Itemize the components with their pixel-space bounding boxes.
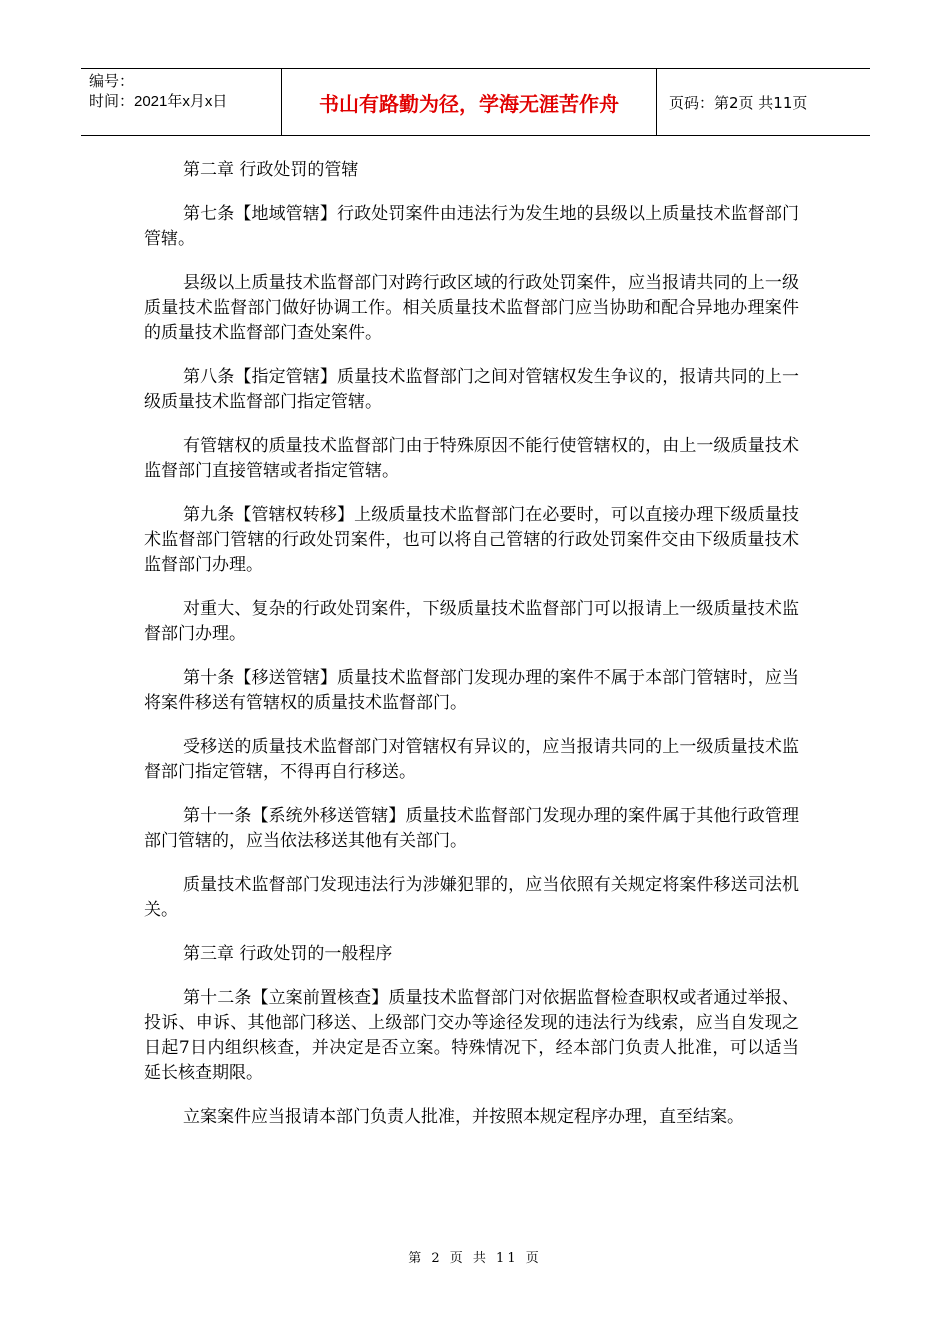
chapter-heading: 第三章 行政处罚的一般程序 bbox=[183, 944, 393, 964]
header-meta bbox=[81, 69, 282, 135]
paragraph: 立案案件应当报请本部门负责人批准，并按照本规定程序办理，直至结案。 bbox=[183, 1107, 744, 1127]
paragraph: 第九条【管辖权转移】上级质量技术监督部门在必要时，可以直接办理下级质量技术监督部门管辖的行政处罚案件，也可以将自己管辖的行政处罚案件交由下级质量技术监督部门办理。 bbox=[144, 505, 799, 575]
page-header bbox=[81, 68, 870, 136]
paragraph: 第八条【指定管辖】质量技术监督部门之间对管辖权发生争议的，报请共同的上一级质量技术监督部门指定管辖。 bbox=[144, 367, 799, 412]
paragraph: 第十二条【立案前置核查】质量技术监督部门对依据监督检查职权或者通过举报、投诉、申诉、其他部门移送、上级部门交办等途径发现的违法行为线索，应当自发现之日起7日内组织核查，并决定是否立案。特殊情况下，经本部门负责人批准，可以适当延长核查期限。 bbox=[144, 988, 799, 1083]
header-page-info: 页码：第2页 共11页 bbox=[669, 93, 808, 112]
paragraph: 受移送的质量技术监督部门对管辖权有异议的，应当报请共同的上一级质量技术监督部门指定管辖，不得再自行移送。 bbox=[144, 737, 799, 782]
paragraph: 有管辖权的质量技术监督部门由于特殊原因不能行使管辖权的，由上一级质量技术监督部门直接管辖或者指定管辖。 bbox=[144, 436, 799, 481]
paragraph: 第十条【移送管辖】质量技术监督部门发现办理的案件不属于本部门管辖时，应当将案件移送有管辖权的质量技术监督部门。 bbox=[144, 668, 799, 713]
page-footer: 第 2 页 共 11 页 bbox=[408, 1251, 542, 1266]
chapter-heading: 第二章 行政处罚的管辖 bbox=[183, 160, 359, 180]
paragraph: 对重大、复杂的行政处罚案件，下级质量技术监督部门可以报请上一级质量技术监督部门办理。 bbox=[144, 599, 799, 644]
header-motto: 书山有路勤为径，学海无涯苦作舟 bbox=[282, 69, 657, 135]
paragraph: 质量技术监督部门发现违法行为涉嫌犯罪的，应当依照有关规定将案件移送司法机关。 bbox=[144, 875, 799, 920]
document-body bbox=[144, 158, 799, 1149]
paragraph: 县级以上质量技术监督部门对跨行政区域的行政处罚案件，应当报请共同的上一级质量技术监督部门做好协调工作。相关质量技术监督部门应当协助和配合异地办理案件的质量技术监督部门查处案件。 bbox=[144, 273, 799, 343]
paragraph: 第十一条【系统外移送管辖】质量技术监督部门发现办理的案件属于其他行政管理部门管辖的，应当依法移送其他有关部门。 bbox=[144, 806, 799, 851]
document-number-label: 编号： bbox=[89, 73, 135, 90]
document-time-label: 时间：2021年x月x日 bbox=[89, 93, 228, 110]
paragraph: 第七条【地域管辖】行政处罚案件由违法行为发生地的县级以上质量技术监督部门管辖。 bbox=[144, 204, 799, 249]
